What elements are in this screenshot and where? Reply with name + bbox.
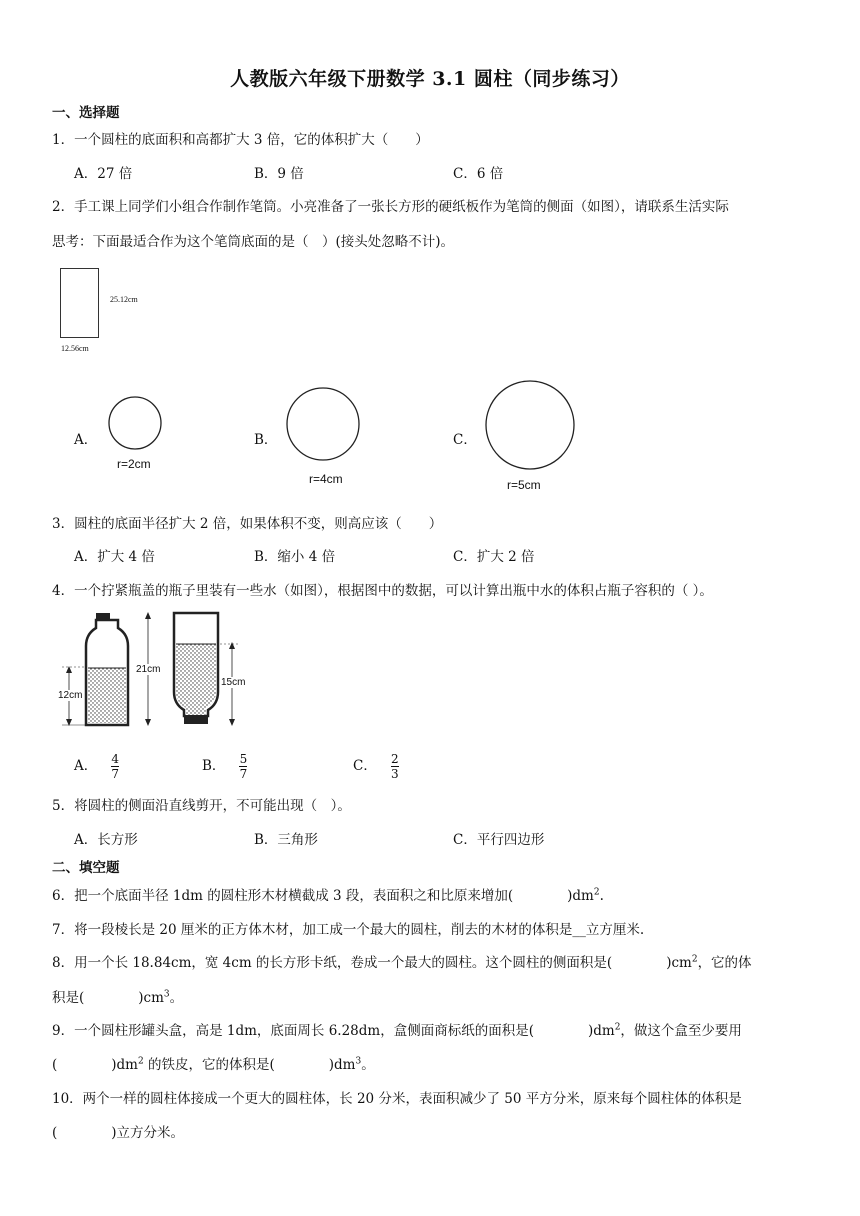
q9-line2a: ( )dm xyxy=(52,1057,138,1073)
q4-c-denominator: 3 xyxy=(391,767,399,781)
question-8-line-1 xyxy=(52,951,752,971)
inverted-height-label-15: 15cm xyxy=(221,677,246,688)
q9-line2b: 的铁皮，它的体积是( )dm xyxy=(143,1057,356,1073)
q4-option-c-label: C． xyxy=(353,758,377,774)
q4-c-numerator: 2 xyxy=(391,752,399,766)
question-6 xyxy=(52,884,604,904)
q6-sup: 2 xyxy=(593,887,600,898)
water-height-label-12: 12cm xyxy=(58,690,83,701)
circle-option-c xyxy=(485,380,577,472)
rect-width-label: 12.56cm xyxy=(61,344,89,353)
q2-option-c-radius: r=5cm xyxy=(507,478,541,492)
q9-line1a: 9．一个圆柱形罐头盒，高是 1dm，底面周长 6.28dm，盒侧面商标纸的面积是( )dm xyxy=(52,1023,615,1039)
q2-option-a-radius: r=2cm xyxy=(117,457,151,471)
bottle-water-figure xyxy=(56,610,266,730)
q6-tail: . xyxy=(599,888,604,904)
q8-line1b: ，它的体 xyxy=(697,955,752,971)
q1-option-b: B．9 倍 xyxy=(254,166,304,182)
q8-line1a: 8．用一个长 18.84cm，宽 4cm 的长方形卡纸，卷成一个最大的圆柱。这个圆柱的侧面积是( )cm xyxy=(52,955,692,971)
fraction-4-7 xyxy=(111,752,119,781)
q1-option-a: A．27 倍 xyxy=(74,166,133,182)
circle-option-a xyxy=(108,397,164,453)
question-1: 1．一个圆柱的底面积和高都扩大 3 倍，它的体积扩大（ ） xyxy=(52,132,429,148)
question-10-line-2: ( )立方分米。 xyxy=(52,1125,185,1141)
question-8-line-2 xyxy=(52,986,183,1006)
q8-sup2: 3 xyxy=(163,989,170,1000)
q5-option-a: A．长方形 xyxy=(74,832,138,848)
question-4: 4．一个拧紧瓶盖的瓶子里装有一些水（如图），根据图中的数据，可以计算出瓶中水的体积占瓶子容积的（ ）。 xyxy=(52,583,713,599)
fraction-2-3 xyxy=(391,752,399,781)
q2-option-b-label: B． xyxy=(254,432,278,448)
q8-line2b: 。 xyxy=(169,990,184,1006)
q4-option-c xyxy=(353,752,399,781)
q8-sup1: 2 xyxy=(691,954,698,965)
question-3: 3．圆柱的底面半径扩大 2 倍，如果体积不变，则高应该（ ） xyxy=(52,516,443,532)
section-fill-heading: 二、填空题 xyxy=(52,860,120,876)
q5-option-b: B．三角形 xyxy=(254,832,318,848)
question-9-line-1 xyxy=(52,1019,742,1039)
q4-option-a-label: A． xyxy=(74,758,98,774)
q9-line1b: ，做这个盒至少要用 xyxy=(620,1023,742,1039)
q4-option-b-label: B． xyxy=(202,758,226,774)
q4-b-denominator: 7 xyxy=(239,767,248,781)
page-title: 人教版六年级下册数学 3.1 圆柱（同步练习） xyxy=(230,68,630,90)
q4-b-numerator: 5 xyxy=(239,752,248,766)
question-9-line-2 xyxy=(52,1053,375,1073)
q5-option-c: C．平行四边形 xyxy=(453,832,545,848)
q9-sup3: 3 xyxy=(355,1056,362,1067)
q4-a-denominator: 7 xyxy=(111,767,120,781)
q9-sup2: 2 xyxy=(137,1056,144,1067)
q1-option-c: C．6 倍 xyxy=(453,166,504,182)
question-10-line-1: 10．两个一样的圆柱体接成一个更大的圆柱体，长 20 分米，表面积减少了 50 平方分米，原来每个圆柱体的体积是 xyxy=(52,1091,742,1107)
q4-option-b xyxy=(202,752,247,781)
q2-option-c-label: C． xyxy=(453,432,477,448)
q4-option-a xyxy=(74,752,119,781)
q8-line2a: 积是( )cm xyxy=(52,990,164,1006)
q2-option-a-label: A． xyxy=(74,432,98,448)
q9-sup1: 2 xyxy=(614,1022,621,1033)
question-7: 7．将一段棱长是 20 厘米的正方体木材，加工成一个最大的圆柱，削去的木材的体积是__立方厘米. xyxy=(52,922,645,938)
q9-line2c: 。 xyxy=(361,1057,375,1073)
q2-option-b-radius: r=4cm xyxy=(309,472,343,486)
question-2-line-1: 2．手工课上同学们小组合作制作笔筒。小亮准备了一张长方形的硬纸板作为笔筒的侧面（如图），请联系生活实际 xyxy=(52,199,729,215)
q3-option-b: B．缩小 4 倍 xyxy=(254,549,336,565)
q6-text: 6．把一个底面半径 1dm 的圆柱形木材横截成 3 段，表面积之和比原来增加( )dm xyxy=(52,888,594,904)
q3-option-a: A．扩大 4 倍 xyxy=(74,549,155,565)
rect-height-label: 25.12cm xyxy=(110,295,138,304)
q3-option-c: C．扩大 2 倍 xyxy=(453,549,535,565)
question-5: 5．将圆柱的侧面沿直线剪开，不可能出现（ ）。 xyxy=(52,798,351,814)
fraction-5-7 xyxy=(239,752,247,781)
question-2-line-2: 思考：下面最适合作为这个笔筒底面的是（ ）(接头处忽略不计)。 xyxy=(52,234,455,250)
cardboard-rectangle-figure xyxy=(60,268,99,338)
q4-a-numerator: 4 xyxy=(111,752,120,766)
bottle-height-label-21: 21cm xyxy=(136,664,161,675)
circle-option-b xyxy=(286,387,362,463)
section-choice-heading: 一、选择题 xyxy=(52,105,120,121)
